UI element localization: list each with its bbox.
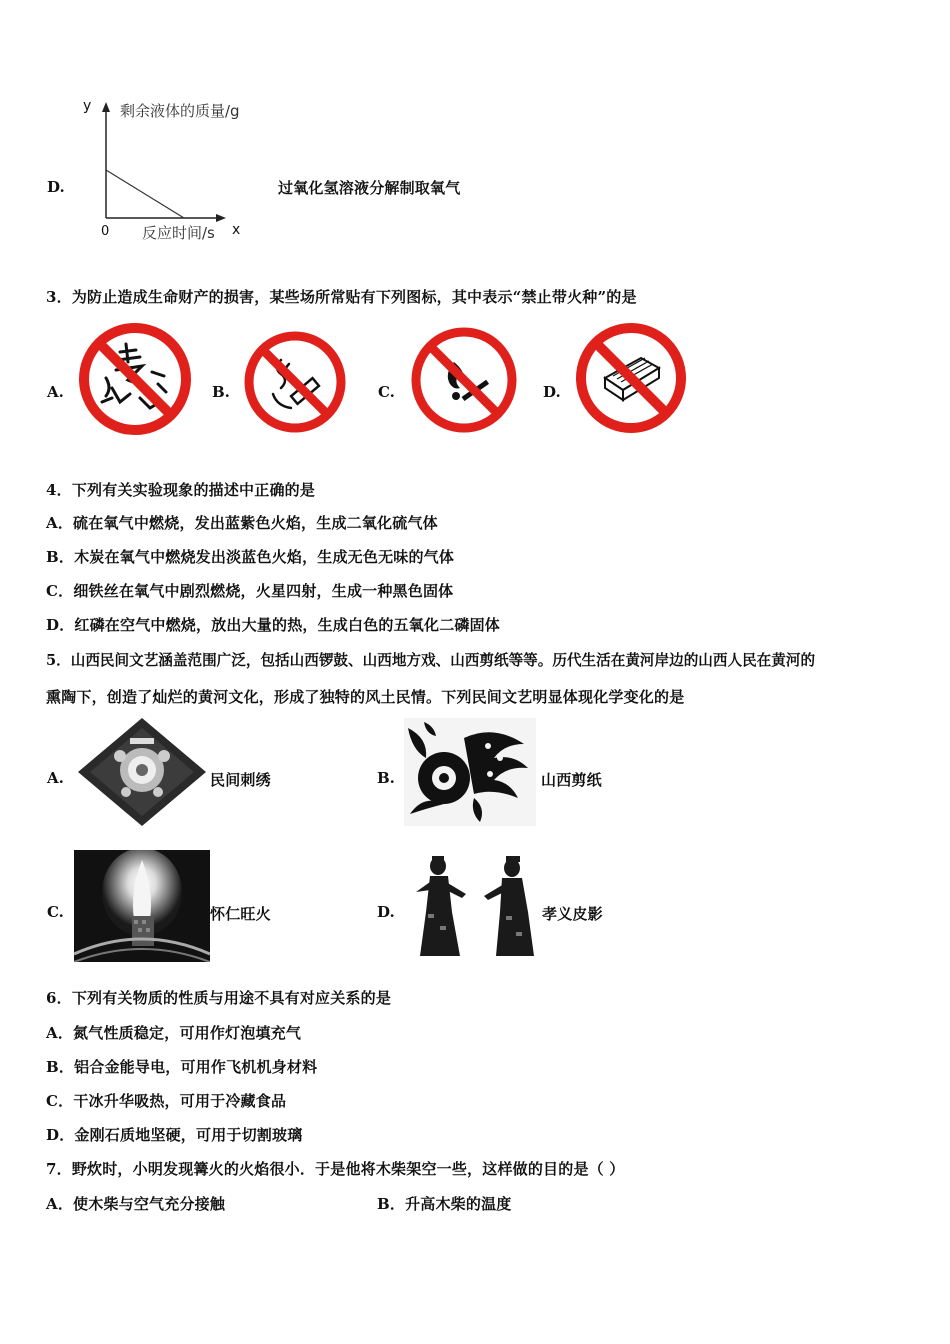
q6-option-a: A．氮气性质稳定，可用作灯泡填充气 [46, 1024, 302, 1042]
q5-stem-line1: 5．山西民间文艺涵盖范围广泛，包括山西锣鼓、山西地方戏、山西剪纸等等。历代生活在黄河岸边的山西人民在黄河的 [46, 652, 816, 669]
no-open-flame-icon [410, 326, 518, 434]
q2-option-d-letter: D. [47, 178, 65, 196]
graph-y-arrow [102, 102, 110, 112]
q5-stem-line2: 熏陶下，创造了灿烂的黄河文化，形成了独特的风土民情。下列民间文艺明显体现化学变化的是 [46, 688, 685, 706]
paper-cut-image [404, 718, 536, 826]
q6-stem: 6．下列有关物质的性质与用途不具有对应关系的是 [46, 989, 392, 1007]
graph-origin: 0 [101, 224, 110, 239]
q2-option-d-text: 过氧化氢溶液分解制取氧气 [278, 179, 461, 197]
graph-x-arrow [216, 214, 226, 222]
q5-option-a-label: 民间刺绣 [210, 771, 271, 789]
q6-option-b: B．铝合金能导电，可用作飞机机身材料 [46, 1058, 318, 1076]
q6-option-d: D．金刚石质地坚硬，可用于切割玻璃 [46, 1126, 303, 1144]
q7-stem: 7．野炊时，小明发现篝火的火焰很小．于是他将木柴架空一些，这样做的目的是（ ） [46, 1160, 625, 1178]
graph-x-var: x [232, 222, 241, 238]
no-fireworks-icon [78, 322, 192, 436]
graph-data-line [106, 170, 184, 218]
q3-option-c-letter: C. [378, 383, 395, 401]
graph-y-label: 剩余液体的质量/g [120, 102, 240, 120]
q7-option-b: B．升高木柴的温度 [377, 1195, 512, 1213]
embroidery-image [76, 716, 208, 828]
q4-option-d: D．红磷在空气中燃烧，放出大量的热，生成白色的五氧化二磷固体 [46, 616, 501, 634]
q4-option-c: C．细铁丝在氧气中剧烈燃烧，火星四射，生成一种黑色固体 [46, 582, 454, 600]
q5-option-b-letter: B. [377, 769, 395, 787]
q7-option-a: A．使木柴与空气充分接触 [46, 1195, 226, 1213]
q5-option-d-label: 孝义皮影 [542, 905, 603, 923]
q5-option-c-label: 怀仁旺火 [210, 905, 271, 923]
q3-stem: 3．为防止造成生命财产的损害，某些场所常贴有下列图标，其中表示“禁止带火种”的是 [46, 288, 637, 306]
no-matches-icon [575, 322, 687, 434]
q6-option-c: C．干冰升华吸热，可用于冷藏食品 [46, 1092, 287, 1110]
q5-option-c-letter: C. [47, 903, 64, 921]
q5-option-d-letter: D. [377, 903, 395, 921]
no-smoking-icon [243, 330, 347, 434]
q4-stem: 4．下列有关实验现象的描述中正确的是 [46, 481, 316, 499]
q3-option-a-letter: A. [47, 383, 64, 401]
graph-x-label: 反应时间/s [142, 224, 215, 242]
q2-option-d-graph [78, 96, 268, 246]
q4-option-b: B．木炭在氧气中燃烧发出淡蓝色火焰，生成无色无味的气体 [46, 548, 455, 566]
q5-option-b-label: 山西剪纸 [541, 771, 602, 789]
graph-y-var: y [83, 98, 92, 114]
q5-option-a-letter: A. [47, 769, 64, 787]
shadow-puppet-image [408, 852, 544, 962]
q3-option-d-letter: D. [543, 383, 561, 401]
q3-option-b-letter: B. [212, 383, 230, 401]
q4-option-a: A．硫在氧气中燃烧，发出蓝紫色火焰，生成二氧化硫气体 [46, 514, 438, 532]
bonfire-image [74, 850, 210, 962]
